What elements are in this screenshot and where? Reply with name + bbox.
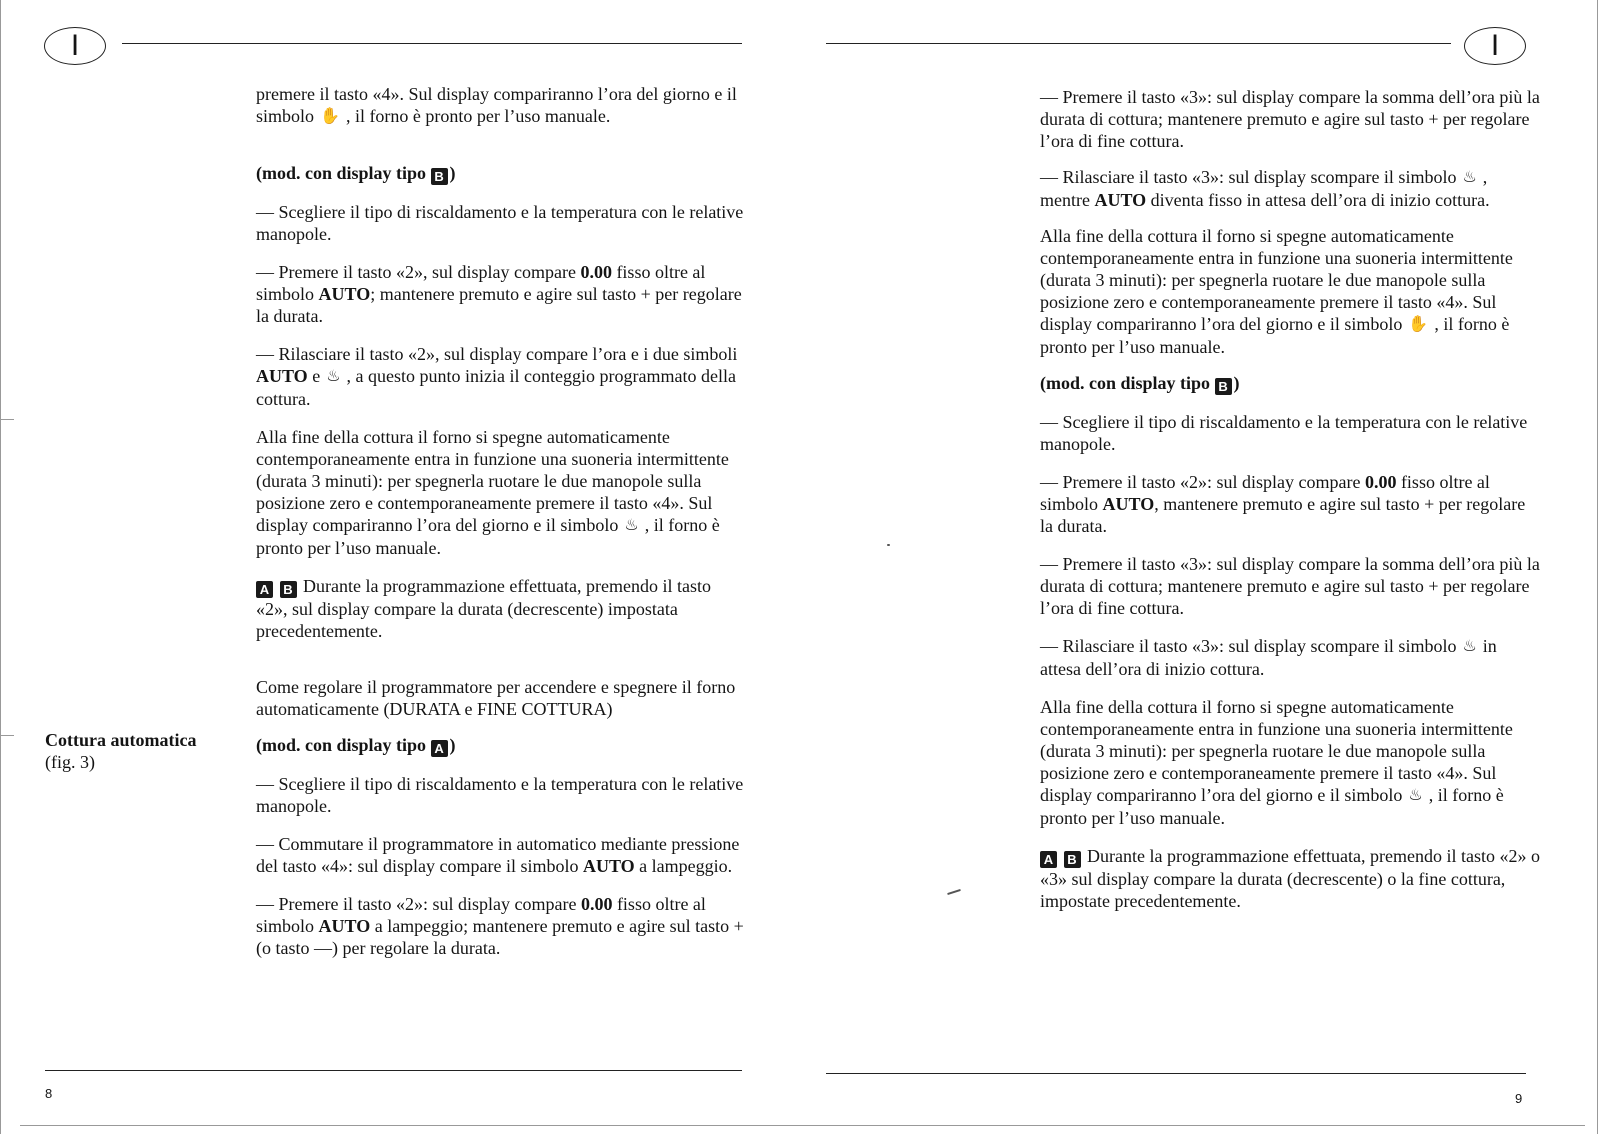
step-press-2 xyxy=(256,261,746,327)
step-text: e xyxy=(312,366,321,386)
hand-manual-icon: ✋ xyxy=(320,108,340,125)
step-value: 0.00 xyxy=(1364,472,1397,492)
cooking-pot-icon: ♨ xyxy=(326,368,341,385)
left-page xyxy=(0,0,780,1134)
paragraph-text: Alla fine della cottura il forno si spegne automaticamente contemporaneamente entra in funzione una suoneria intermittente (durata 3 minuti): per spegnerla ruotare le due manopole sulla posizione zero e contemporaneamente premere il tasto «4». Sul display compariranno l’ora del giorno e il simbolo xyxy=(1040,226,1513,334)
display-type-b-badge: B xyxy=(280,581,297,598)
heading-text: (mod. con display tipo xyxy=(256,735,427,755)
step-choose-heating: — Scegliere il tipo di riscaldamento e la temperatura con le relative manopole. xyxy=(1040,412,1528,454)
header-rule xyxy=(826,43,1451,44)
step-text: in attesa dell’ora di inizio cottura. xyxy=(1040,636,1497,679)
heading-close: ) xyxy=(1233,373,1240,393)
display-type-a-badge: A xyxy=(431,740,448,757)
note-programming xyxy=(256,575,746,642)
step-text: — Premere il tasto «2», sul display compare xyxy=(256,262,576,282)
cooking-pot-icon: ♨ xyxy=(1462,638,1477,655)
scan-mark xyxy=(0,735,14,736)
step-value: 0.00 xyxy=(580,894,613,914)
step-text: — Rilasciare il tasto «3»: sul display scompare il simbolo xyxy=(1040,636,1457,656)
paragraph-auto-intro: Come regolare il programmatore per accendere e spegnere il forno automaticamente (DURATA e FINE COTTURA) xyxy=(256,677,736,719)
scan-edge xyxy=(20,1125,1585,1126)
step-choose-heating: — Scegliere il tipo di riscaldamento e la temperatura con le relative manopole. xyxy=(256,202,744,244)
step-text: , a questo punto inizia il conteggio programmato della cottura. xyxy=(256,366,736,409)
paragraph-text: Alla fine della cottura il forno si spegne automaticamente contemporaneamente entra in funzione una suoneria intermittente (durata 3 minuti): per spegnerla ruotare le due manopole sulla posizione zero e contemporaneamente premere il tasto «4». Sul display compariranno l’ora del giorno e il simbolo xyxy=(1040,697,1513,805)
page-number: 8 xyxy=(45,1086,53,1101)
step-press-3: — Premere il tasto «3»: sul display compare la somma dell’ora più la durata di cottura; mantenere premuto e agire sul tasto + per regolare l’ora di fine cottura. xyxy=(1040,87,1540,151)
display-type-b-badge: B xyxy=(1064,851,1081,868)
step-text: ; mantenere premuto e agire sul tasto + per regolare la durata. xyxy=(256,284,742,326)
heading-close: ) xyxy=(449,735,456,755)
cooking-pot-icon: ♨ xyxy=(1462,169,1477,186)
heading-close: ) xyxy=(449,163,456,183)
paragraph-end-cooking xyxy=(256,426,746,559)
step-text: , mantenere premuto e agire sul tasto + per regolare la durata. xyxy=(1040,494,1526,536)
paragraph-end-cooking xyxy=(1040,225,1540,358)
hand-manual-icon: ✋ xyxy=(1408,316,1429,333)
paragraph-text: , il forno è pronto per l’uso manuale. xyxy=(256,515,720,558)
language-italian-mark xyxy=(44,27,106,65)
step-press-3: — Premere il tasto «3»: sul display compare la somma dell’ora più la durata di cottura; mantenere premuto e agire sul tasto + per regolare l’ora di fine cottura. xyxy=(1040,554,1540,618)
side-heading xyxy=(45,729,196,773)
step-text: fisso oltre al simbolo xyxy=(1040,472,1490,514)
paragraph-end-cooking xyxy=(1040,696,1540,829)
step-press-2-auto xyxy=(256,893,746,959)
note-text: Durante la programmazione effettuata, premendo il tasto «2» o «3» sul display compare la durata (decrescente) o la fine cottura, impostate precedentemente. xyxy=(1040,846,1541,911)
step-auto: AUTO xyxy=(318,284,371,304)
display-type-a-badge: A xyxy=(1040,851,1057,868)
paragraph-text: premere il tasto «4». Sul display compariranno l’ora del giorno e il simbolo xyxy=(256,84,737,126)
note-text: Durante la programmazione effettuata, premendo il tasto «2», sul display compare la durata (decrescente) impostata precedentemente. xyxy=(256,576,712,641)
scan-mark xyxy=(0,419,14,420)
footer-rule xyxy=(45,1070,742,1071)
header-rule xyxy=(122,43,742,44)
paragraph-text: , il forno è pronto per l’uso manuale. xyxy=(1040,785,1504,828)
note-programming xyxy=(1040,845,1540,912)
scan-edge xyxy=(1597,0,1598,1134)
language-mark-text: I xyxy=(70,29,80,62)
step-switch-auto xyxy=(256,833,746,877)
cooking-pot-icon: ♨ xyxy=(624,517,639,534)
step-text: , mentre xyxy=(1040,167,1488,210)
step-auto: AUTO xyxy=(582,856,635,876)
heading-text: (mod. con display tipo xyxy=(256,163,427,183)
step-text: — Premere il tasto «2»: sul display compare xyxy=(256,894,577,914)
step-text: a lampeggio. xyxy=(639,856,733,876)
display-type-a-badge: A xyxy=(256,581,273,598)
right-text-column xyxy=(1040,86,1540,912)
paragraph-text: , il forno è pronto per l’uso manuale. xyxy=(345,106,611,126)
paragraph-text: Alla fine della cottura il forno si spegne automaticamente contemporaneamente entra in funzione una suoneria intermittente (durata 3 minuti): per spegnerla ruotare le due manopole sulla posizione zero e contemporaneamente premere il tasto «4». Sul display compariranno l’ora del giorno e il simbolo xyxy=(256,427,729,535)
footer-rule xyxy=(826,1073,1526,1074)
paragraph-intro xyxy=(256,83,746,128)
step-text: — Premere il tasto «2»: sul display compare xyxy=(1040,472,1361,492)
step-value: 0.00 xyxy=(580,262,612,282)
scan-edge xyxy=(0,0,1,1134)
step-auto: AUTO xyxy=(1094,190,1147,210)
page-number: 9 xyxy=(1515,1091,1523,1106)
display-type-b-badge: B xyxy=(1215,378,1232,395)
step-release-3 xyxy=(1040,635,1540,680)
paragraph-text: , il forno è pronto per l’uso manuale. xyxy=(1040,314,1510,357)
language-mark-text: I xyxy=(1490,29,1500,62)
side-heading-figure-ref: (fig. 3) xyxy=(45,752,95,772)
step-release-3 xyxy=(1040,166,1540,211)
step-auto: AUTO xyxy=(256,366,308,386)
heading-text: (mod. con display tipo xyxy=(1040,373,1211,393)
heading-display-a xyxy=(256,734,746,757)
cooking-pot-icon: ♨ xyxy=(1408,787,1423,804)
language-italian-mark xyxy=(1464,27,1526,65)
step-choose-heating: — Scegliere il tipo di riscaldamento e la temperatura con le relative manopole. xyxy=(256,774,744,816)
step-text: — Rilasciare il tasto «3»: sul display scompare il simbolo xyxy=(1040,167,1457,187)
display-type-b-badge: B xyxy=(431,168,448,185)
left-text-column xyxy=(256,83,746,959)
side-heading-title: Cottura automatica xyxy=(45,730,197,750)
step-text: — Rilasciare il tasto «2», sul display compare l’ora e i due simboli xyxy=(256,344,738,364)
step-auto: AUTO xyxy=(1102,494,1155,514)
step-auto: AUTO xyxy=(318,916,371,936)
step-release-2 xyxy=(256,343,746,410)
heading-display-b xyxy=(1040,372,1540,395)
step-text: fisso oltre al simbolo xyxy=(256,894,706,936)
scan-speck xyxy=(887,544,890,546)
step-text: — Commutare il programmatore in automatico mediante pressione del tasto «4»: sul display compare il simbolo xyxy=(256,834,740,876)
step-press-2 xyxy=(1040,471,1540,537)
heading-display-b xyxy=(256,162,746,185)
step-text: diventa fisso in attesa dell’ora di inizio cottura. xyxy=(1150,190,1490,210)
right-page xyxy=(800,0,1600,1134)
step-text: fisso oltre al simbolo xyxy=(256,262,706,304)
step-text: a lampeggio; mantenere premuto e agire sul tasto + (o tasto —) per regolare la durata. xyxy=(256,916,744,958)
